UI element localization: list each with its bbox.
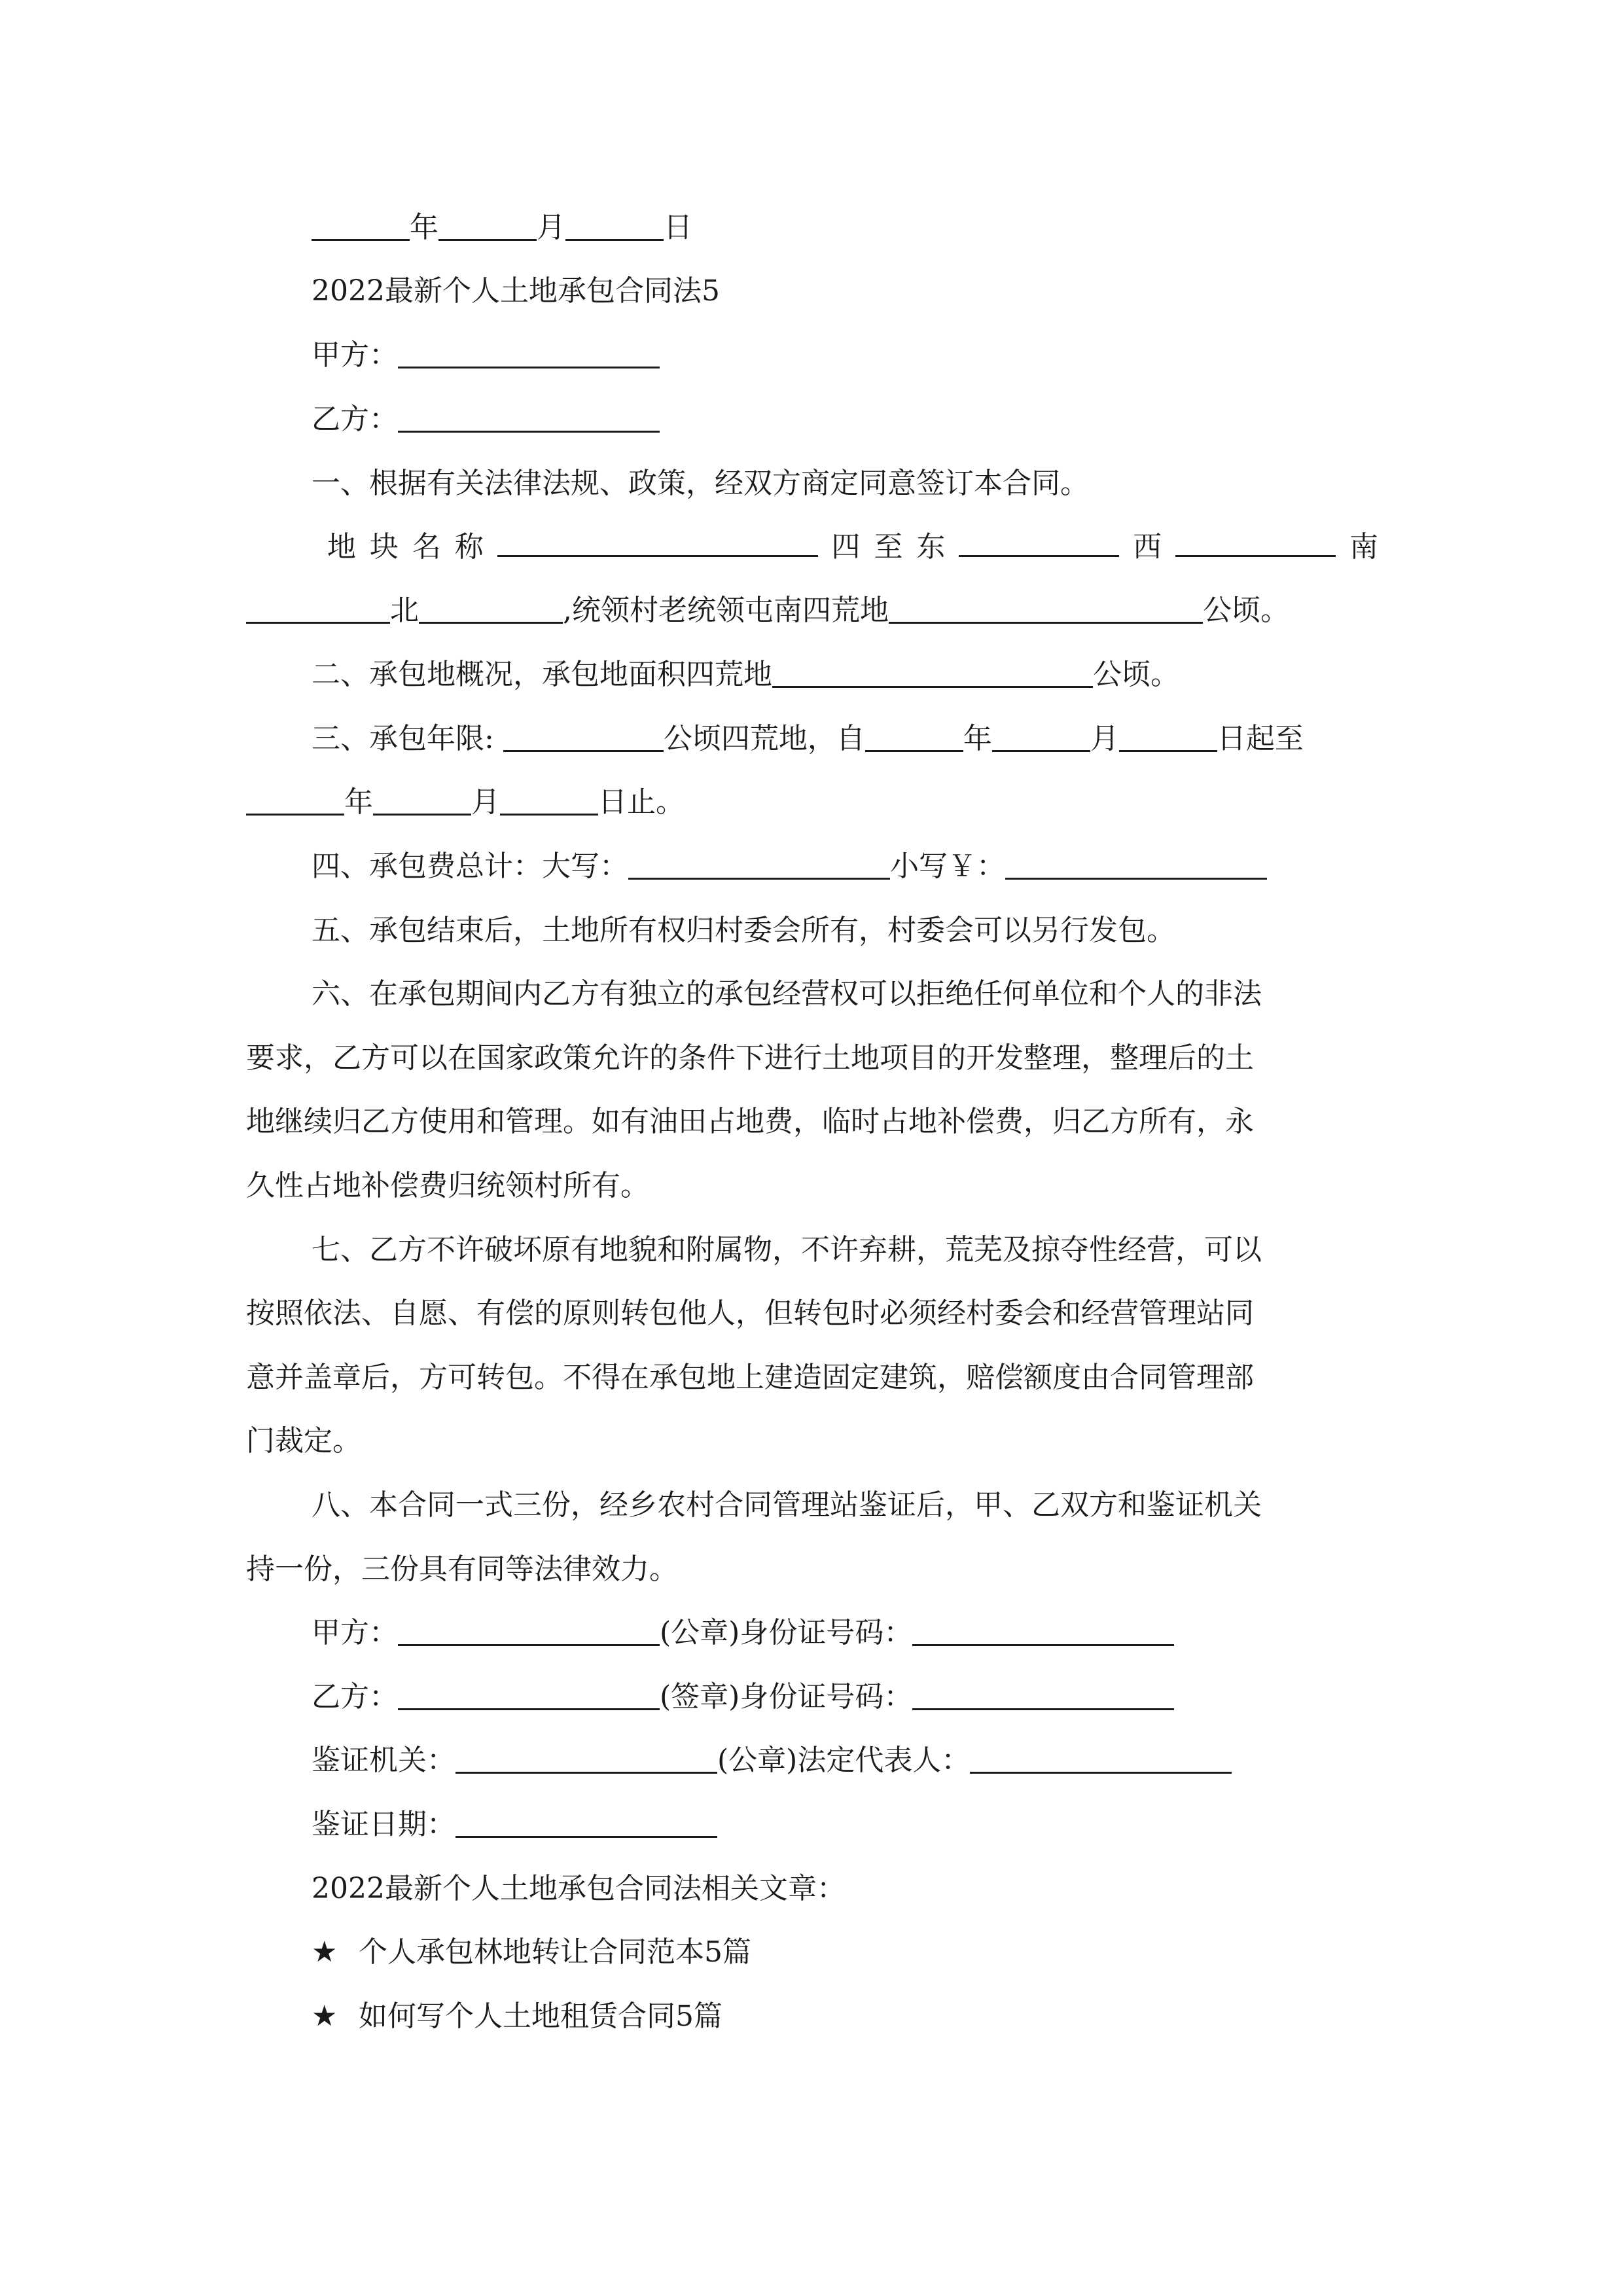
clause-7-line: 七、乙方不许破坏原有地貌和附属物，不许弃耕，荒芜及掠夺性经营，可以 xyxy=(312,1233,1262,1266)
month-blank xyxy=(438,213,537,241)
sign-party-b-blank xyxy=(398,1682,660,1710)
clause-8-line: 八、本合同一式三份，经乡农村合同管理站鉴证后，甲、乙双方和鉴证机关 xyxy=(312,1488,1262,1522)
area-blank xyxy=(772,660,1093,688)
year-blank xyxy=(312,213,410,241)
location-area-blank xyxy=(889,596,1203,624)
sign-date: 鉴证日期： xyxy=(312,1806,1378,1843)
west-blank xyxy=(1175,529,1336,557)
clause-7-line: 门裁定。 xyxy=(246,1424,361,1458)
star-icon: ★ xyxy=(312,1935,338,1969)
start-year-blank xyxy=(865,724,963,752)
clause-1: 一、根据有关法律法规、政策，经双方商定同意签订本合同。 xyxy=(312,467,1089,500)
end-day-blank xyxy=(500,787,598,816)
authority-blank xyxy=(455,1746,717,1774)
sign-party-a-blank xyxy=(398,1618,660,1646)
clause-3-end: 年 月 日止。 xyxy=(246,784,1378,821)
document-title: 2022最新个人土地承包合同法5 xyxy=(312,274,720,308)
sign-party-b-id-blank xyxy=(912,1682,1174,1710)
party-a-line: 甲方： xyxy=(312,337,1378,374)
fee-number-blank xyxy=(1005,852,1267,880)
clause-8-line: 持一份，三份具有同等法律效力。 xyxy=(246,1552,678,1586)
clause-6-line: 六、在承包期间内乙方有独立的承包经营权可以拒绝任何单位和个人的非法 xyxy=(312,977,1262,1011)
fee-words-blank xyxy=(628,852,890,880)
sign-party-a: 甲方： (公章)身份证号码： xyxy=(312,1615,1378,1651)
clause-4: 四、承包费总计：大写： 小写￥： xyxy=(312,848,1378,885)
term-area-blank xyxy=(503,724,664,752)
clause-7-line: 按照依法、自愿、有偿的原则转包他人，但转包时必须经村委会和经营管理站同 xyxy=(246,1297,1254,1330)
sign-party-b: 乙方： (签章)身份证号码： xyxy=(312,1679,1378,1715)
party-a-blank xyxy=(398,340,660,368)
sign-date-blank xyxy=(455,1810,717,1838)
end-year-blank xyxy=(246,787,344,816)
clause-2: 二、承包地概况，承包地面积四荒地 公顷。 xyxy=(312,658,1179,691)
sign-authority: 鉴证机关： (公章)法定代表人： xyxy=(312,1742,1378,1779)
start-month-blank xyxy=(992,724,1090,752)
sign-party-a-id-blank xyxy=(912,1618,1174,1646)
clause-5: 五、承包结束后，土地所有权归村委会所有，村委会可以另行发包。 xyxy=(312,914,1175,947)
north-blank xyxy=(419,596,563,624)
day-blank xyxy=(565,213,664,241)
clause-3: 三、承包年限: 公顷四荒地，自 年 月 日起至 xyxy=(312,722,1304,755)
clause-6-line: 久性占地补偿费归统领村所有。 xyxy=(246,1169,649,1202)
start-day-blank xyxy=(1119,724,1217,752)
east-blank xyxy=(959,529,1119,557)
authority-rep-blank xyxy=(970,1746,1232,1774)
date-line: 年 月 日 xyxy=(312,209,1378,246)
plot-line-2: 北 ,统领村老统领屯南四荒地 公顷。 xyxy=(246,592,1378,629)
related-link[interactable]: ★ 如何写个人土地租赁合同5篇 xyxy=(312,1998,1378,2035)
clause-6-line: 要求，乙方可以在国家政策允许的条件下进行土地项目的开发整理，整理后的土 xyxy=(246,1041,1254,1075)
clause-6-line: 地继续归乙方使用和管理。如有油田占地费，临时占地补偿费，归乙方所有，永 xyxy=(246,1105,1254,1138)
star-icon: ★ xyxy=(312,2000,338,2033)
related-heading: 2022最新个人土地承包合同法相关文章： xyxy=(312,1872,846,1905)
plot-line: 地 块 名 称 四 至 东 西 南 xyxy=(327,530,1378,564)
party-b-line: 乙方： xyxy=(312,401,1378,438)
south-blank xyxy=(246,596,390,624)
related-link[interactable]: ★ 个人承包林地转让合同范本5篇 xyxy=(312,1934,1378,1971)
plot-name-blank xyxy=(497,529,818,557)
party-b-blank xyxy=(398,404,660,433)
end-month-blank xyxy=(373,787,471,816)
clause-7-line: 意并盖章后，方可转包。不得在承包地上建造固定建筑，赔偿额度由合同管理部 xyxy=(246,1361,1254,1394)
